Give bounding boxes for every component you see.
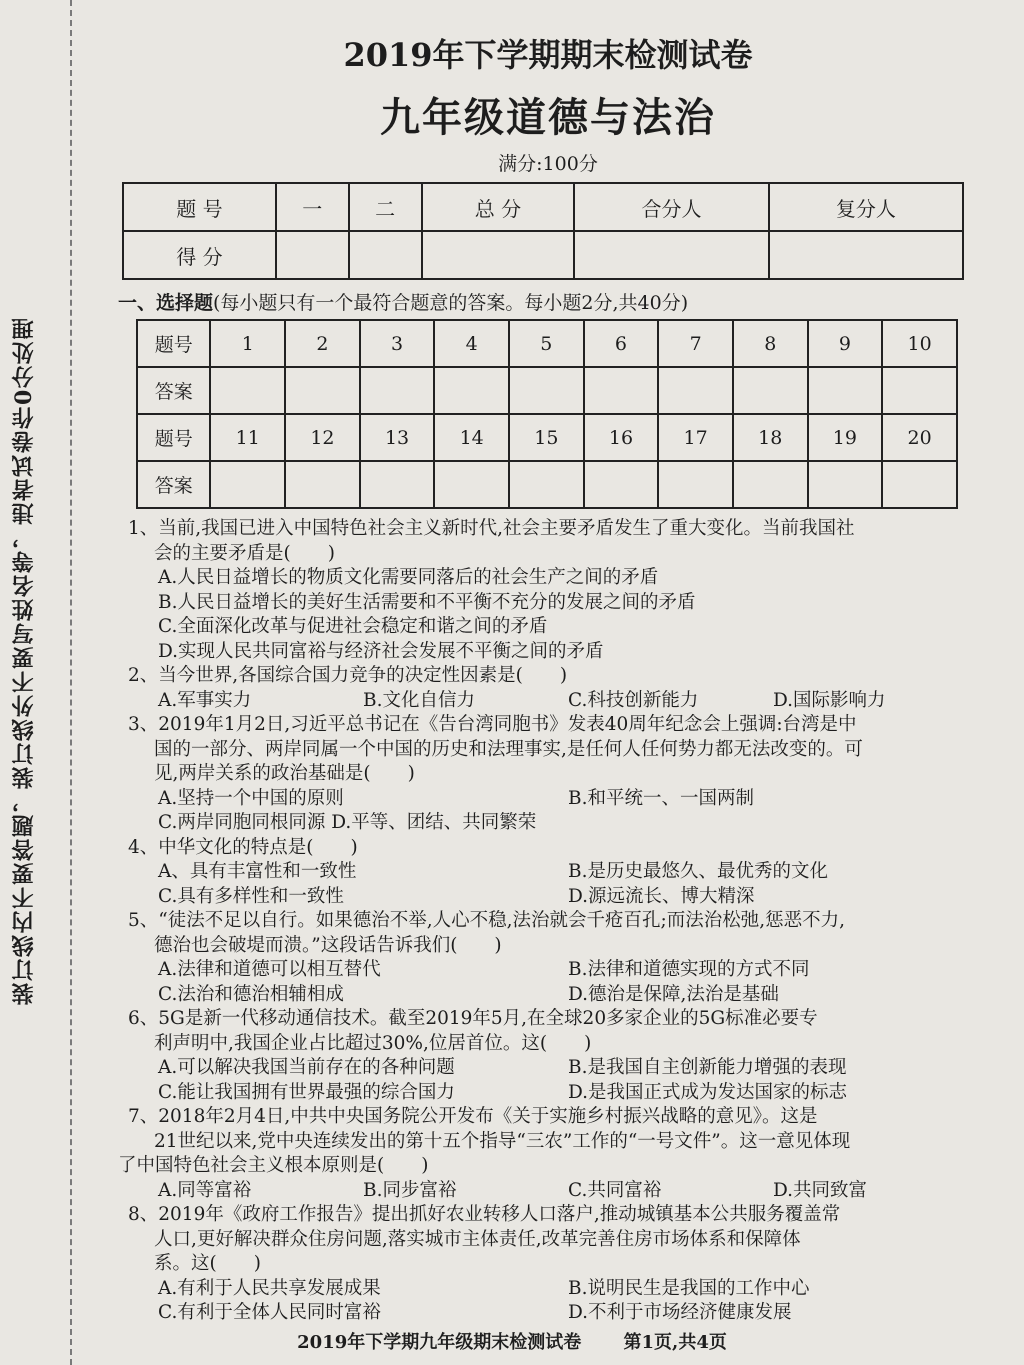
options	[118, 1301, 978, 1326]
question-stem: 2、当今世界,各国综合国力竞争的决定性因素是( )	[128, 665, 568, 686]
answer-blank[interactable]	[434, 367, 509, 414]
option-c: C.共同富裕	[568, 1179, 662, 1201]
question-number: 7	[658, 320, 733, 367]
option-a: A.可以解决我国当前存在的各种问题	[158, 1057, 455, 1078]
question-number: 19	[808, 414, 883, 461]
question-1	[118, 517, 978, 664]
answer-blank[interactable]	[434, 461, 509, 508]
score-cell: 合分人	[574, 183, 768, 231]
options	[118, 1179, 978, 1204]
options	[118, 787, 978, 812]
score-blank[interactable]	[349, 231, 422, 279]
option-d: D.共同致富	[773, 1179, 868, 1201]
options	[118, 1277, 978, 1302]
answer-blank[interactable]	[509, 461, 584, 508]
question-number: 10	[882, 320, 957, 367]
question-number: 8	[733, 320, 808, 367]
exam-subject: 九年级道德与法治	[380, 94, 716, 141]
question-number: 9	[808, 320, 883, 367]
question-number: 5	[509, 320, 584, 367]
option-a: A、具有丰富性和一致性	[158, 861, 357, 882]
ans-label: 答案	[137, 367, 210, 414]
option-b: B.是历史最悠久、最优秀的文化	[568, 861, 828, 882]
option-b: B.说明民生是我国的工作中心	[568, 1277, 810, 1299]
question-number: 13	[360, 414, 435, 461]
question-number: 4	[434, 320, 509, 367]
option-a: A.法律和道德可以相互替代	[158, 959, 381, 980]
options	[118, 1056, 978, 1081]
option-b: B.是我国自主创新能力增强的表现	[568, 1057, 847, 1078]
question-5	[118, 909, 978, 1007]
option-c: C.能让我国拥有世界最强的综合国力	[158, 1081, 455, 1103]
option-c: C.具有多样性和一致性	[158, 885, 344, 907]
score-cell: 总 分	[422, 183, 575, 231]
score-cell: 二	[349, 183, 422, 231]
score-cell: 题 号	[123, 183, 276, 231]
answer-blank[interactable]	[285, 461, 360, 508]
option-d: D.国际影响力	[773, 689, 886, 711]
option-d: D.德治是保障,法治是基础	[568, 983, 779, 1005]
answer-num-row	[137, 320, 957, 367]
exam-title: 2019年下学期期末检测试卷	[343, 36, 753, 74]
option-c: C.科技创新能力	[568, 689, 699, 711]
answer-blank[interactable]	[733, 461, 808, 508]
question-stem: 1、当前,我国已进入中国特色社会主义新时代,社会主要矛盾发生了重大变化。当前我国社	[128, 518, 855, 539]
option-a: A.同等富裕	[158, 1179, 252, 1201]
option-d: D.实现人民共同富裕与经济社会发展不平衡之间的矛盾	[158, 640, 604, 662]
question-stem: 7、2018年2月4日,中共中央国务院公开发布《关于实施乡村振兴战略的意见》。这是	[128, 1106, 818, 1127]
question-3	[118, 713, 978, 836]
question-8	[118, 1203, 978, 1326]
score-cell: 一	[276, 183, 349, 231]
option-b: B.文化自信力	[363, 689, 475, 711]
question-number: 18	[733, 414, 808, 461]
score-blank[interactable]	[276, 231, 349, 279]
question-6	[118, 1007, 978, 1105]
score-table	[122, 182, 964, 280]
question-stem: 人口,更好解决群众住房问题,落实城市主体责任,改革完善住房市场体系和保障体	[154, 1228, 801, 1250]
score-table-score-row	[123, 231, 963, 279]
options	[118, 689, 978, 714]
question-stem: 4、中华文化的特点是( )	[128, 836, 358, 858]
page-number: 第1页,共4页	[623, 1332, 727, 1353]
num-label: 题号	[137, 414, 210, 461]
question-stem: 5、“徒法不足以自行。如果德治不举,人心不稳,法治就会千疮百孔;而法治松弛,惩恶不力,	[128, 910, 845, 931]
answer-blank[interactable]	[584, 367, 659, 414]
question-stem: 系。这( )	[154, 1253, 261, 1274]
answer-blank[interactable]	[658, 461, 733, 508]
question-number: 11	[210, 414, 285, 461]
score-table-header-row	[123, 183, 963, 231]
question-number: 12	[285, 414, 360, 461]
options	[118, 983, 978, 1008]
footer-title: 2019年下学期九年级期末检测试卷	[297, 1332, 582, 1353]
answer-row	[137, 367, 957, 414]
option-b: B.同步富裕	[363, 1179, 457, 1201]
answer-blank[interactable]	[808, 367, 883, 414]
question-stem: 了中国特色社会主义根本原则是( )	[118, 1155, 429, 1176]
num-label: 题号	[137, 320, 210, 367]
answer-blank[interactable]	[658, 367, 733, 414]
option-c: C.全面深化改革与促进社会稳定和谐之间的矛盾	[158, 616, 548, 637]
option-a: A.坚持一个中国的原则	[158, 787, 344, 809]
option-c: C.法治和德治相辅相成	[158, 983, 344, 1005]
question-stem: 见,两岸关系的政治基础是( )	[154, 763, 415, 784]
option-d: D.不利于市场经济健康发展	[568, 1302, 792, 1323]
answer-num-row	[137, 414, 957, 461]
question-7	[118, 1105, 978, 1203]
question-number: 6	[584, 320, 659, 367]
question-number: 2	[285, 320, 360, 367]
question-number: 15	[509, 414, 584, 461]
option-a: A.人民日益增长的物质文化需要同落后的社会生产之间的矛盾	[158, 567, 659, 588]
full-score: 满分:100分	[498, 153, 598, 175]
section-title: 一、选择题	[118, 292, 214, 314]
options	[118, 958, 978, 983]
options	[118, 885, 978, 910]
option-b: B.法律和道德实现的方式不同	[568, 959, 810, 980]
question-number: 16	[584, 414, 659, 461]
score-label: 得 分	[123, 231, 276, 279]
options	[118, 1081, 978, 1106]
answer-blank[interactable]	[509, 367, 584, 414]
answer-blank[interactable]	[285, 367, 360, 414]
score-cell: 复分人	[769, 183, 963, 231]
binding-margin	[0, 0, 72, 1365]
question-2	[118, 664, 978, 713]
option-a: A.军事实力	[158, 689, 252, 711]
answer-blank[interactable]	[808, 461, 883, 508]
score-blank[interactable]	[574, 231, 768, 279]
answer-blank[interactable]	[733, 367, 808, 414]
question-number: 14	[434, 414, 509, 461]
question-stem: 8、2019年《政府工作报告》提出抓好农业转移人口落户,推动城镇基本公共服务覆盖常	[128, 1204, 841, 1225]
question-4	[118, 836, 978, 910]
option-d: D.是我国正式成为发达国家的标志	[568, 1081, 848, 1103]
question-number: 3	[360, 320, 435, 367]
option-a: A.有利于人民共享发展成果	[158, 1277, 381, 1299]
question-stem: 国的一部分、两岸同属一个中国的历史和法理事实,是任何人任何势力都无法改变的。可	[154, 738, 863, 760]
option-d: D.源远流长、博大精深	[568, 885, 755, 907]
question-number: 20	[882, 414, 957, 461]
page-footer	[0, 1328, 1024, 1354]
ans-label: 答案	[137, 461, 210, 508]
answer-blank[interactable]	[210, 461, 285, 508]
binding-warning: 装订线内不要答题，装订线外不要写姓名等，违者试卷作0分处理	[11, 315, 37, 1005]
option-c: C.有利于全体人民同时富裕	[158, 1302, 381, 1323]
option-c: C.两岸同胞同根同源 D.平等、团结、共同繁荣	[158, 812, 537, 833]
score-blank[interactable]	[422, 231, 575, 279]
answer-blank[interactable]	[210, 367, 285, 414]
section-note: (每小题只有一个最符合题意的答案。每小题2分,共40分)	[213, 292, 689, 314]
answer-blank[interactable]	[882, 461, 957, 508]
answer-blank[interactable]	[584, 461, 659, 508]
section-heading	[118, 288, 978, 315]
answer-row	[137, 461, 957, 508]
score-blank[interactable]	[769, 231, 963, 279]
answer-blank[interactable]	[360, 461, 435, 508]
options	[118, 860, 978, 885]
exam-page	[118, 30, 978, 1326]
question-stem: 21世纪以来,党中央连续发出的第十五个指导“三农”工作的“一号文件”。这一意见体现	[154, 1130, 851, 1152]
question-stem: 德治也会破堤而溃。”这段话告诉我们( )	[154, 934, 502, 956]
question-stem: 6、5G是新一代移动通信技术。截至2019年5月,在全球20多家企业的5G标准必要专	[128, 1008, 818, 1029]
option-b: B.和平统一、一国两制	[568, 787, 754, 809]
answer-table	[136, 319, 958, 509]
question-stem: 会的主要矛盾是( )	[154, 542, 335, 564]
question-stem: 3、2019年1月2日,习近平总书记在《告台湾同胞书》发表40周年纪念会上强调:台湾是中	[128, 714, 857, 735]
answer-blank[interactable]	[360, 367, 435, 414]
option-b: B.人民日益增长的美好生活需要和不平衡不充分的发展之间的矛盾	[158, 591, 696, 613]
question-number: 17	[658, 414, 733, 461]
question-stem: 利声明中,我国企业占比超过30%,位居首位。这( )	[154, 1032, 592, 1054]
question-number: 1	[210, 320, 285, 367]
answer-blank[interactable]	[882, 367, 957, 414]
